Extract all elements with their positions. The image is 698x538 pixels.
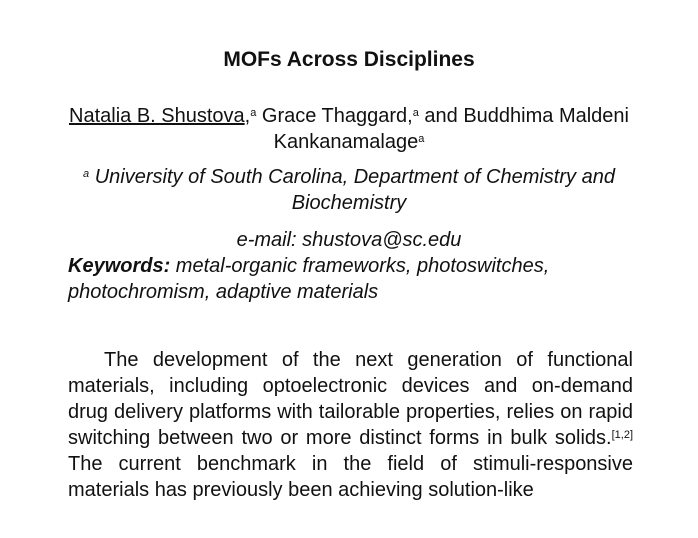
corresponding-author-name: Natalia B. Shustova	[69, 105, 245, 127]
author1-affiliation-mark: a	[250, 107, 257, 119]
contact-email: e-mail: shustova@sc.edu	[236, 229, 462, 251]
body-text-start: The development of the next generation of functional materials, including optoelectronic devices and on-demand drug delivery platforms with tailorable properties, relies on rapid switching between two or more distinct forms in bulk solids.	[68, 349, 633, 449]
citation-ref: [1,2]	[611, 429, 633, 441]
body-text-continued: The current benchmark in the field of stimuli-responsive materials has previously been achieving solution-like	[68, 453, 633, 501]
affiliation	[60, 164, 638, 216]
affiliation-text: University of South Carolina, Department of Chemistry and Biochemistry	[89, 166, 615, 214]
keywords	[68, 253, 633, 305]
author2-name: Grace Thaggard,	[256, 105, 413, 127]
keywords-label: Keywords:	[68, 255, 171, 277]
keywords-text: metal-organic frameworks, photoswitches, photochromism, adaptive materials	[68, 255, 550, 303]
author3-affiliation-mark: a	[418, 133, 425, 145]
author3-name: and Buddhima Maldeni Kankanamalage	[273, 105, 629, 153]
author-separator: ,	[244, 105, 251, 127]
author-list	[60, 103, 638, 155]
affiliation-mark: a	[83, 168, 90, 180]
paper-title: MOFs Across Disciplines	[223, 48, 475, 71]
body-paragraph	[68, 347, 633, 503]
author2-affiliation-mark: a	[412, 107, 419, 119]
